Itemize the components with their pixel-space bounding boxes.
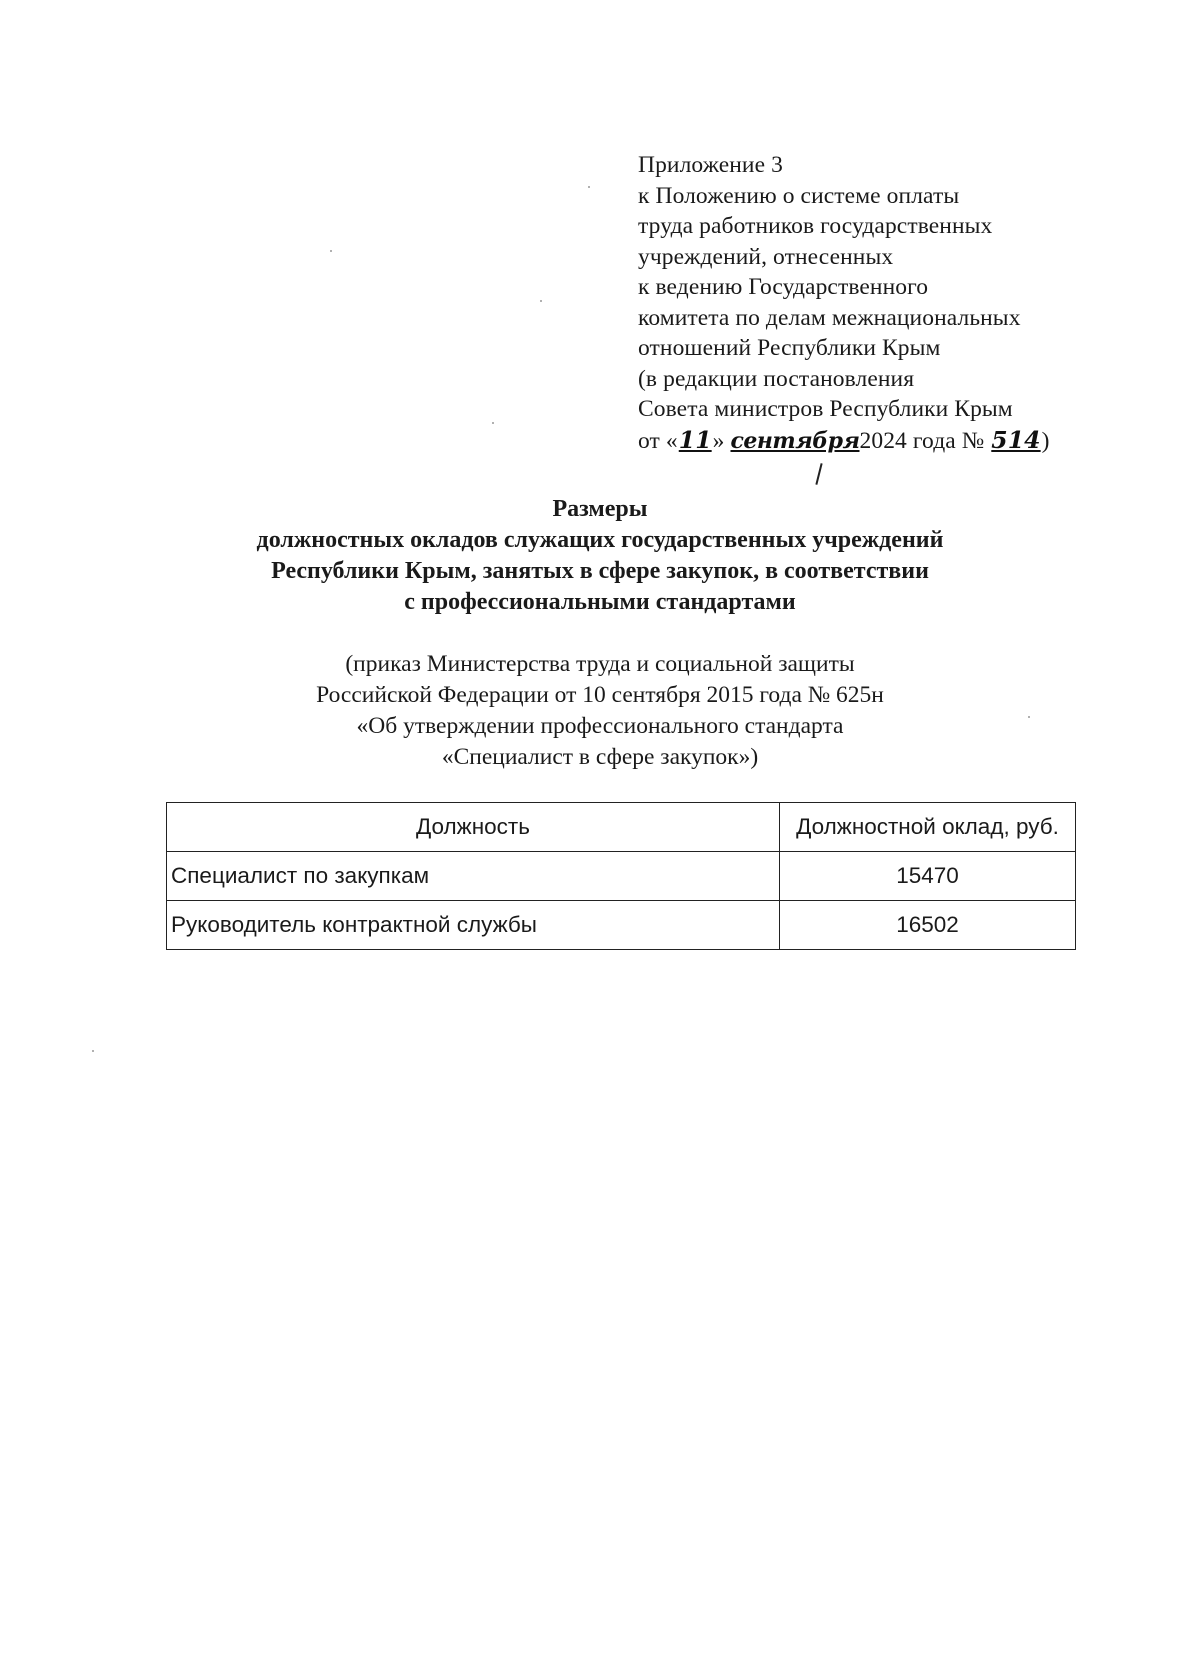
- scan-speck: [1028, 716, 1030, 718]
- appendix-line: учреждений, отнесенных: [638, 243, 894, 270]
- handwritten-day: 11: [678, 425, 712, 454]
- order-line: «Об утверждении профессионального стандарта: [356, 713, 844, 739]
- date-suffix: ): [1041, 427, 1050, 454]
- appendix-line: к Положению о системе оплаты: [638, 182, 960, 209]
- title-line: должностных окладов служащих государственных учреждений: [256, 527, 944, 553]
- header-salary: Должностной оклад, руб.: [780, 803, 1076, 852]
- date-prefix: от «: [638, 427, 678, 454]
- appendix-line: труда работников государственных: [638, 213, 993, 239]
- header-position: Должность: [167, 803, 780, 852]
- scan-speck: [92, 1050, 94, 1052]
- appendix-date-line: [638, 425, 1108, 457]
- appendix-line: (в редакции постановления: [638, 365, 915, 392]
- date-year: 2024 года №: [859, 427, 985, 454]
- order-reference: [0, 649, 1200, 773]
- table-row: [167, 852, 1076, 901]
- date-mid: »: [712, 427, 725, 454]
- scan-speck: [330, 250, 332, 252]
- cell-salary: 16502: [780, 901, 1076, 950]
- scan-speck: [588, 186, 590, 188]
- title-line: с профессиональными стандартами: [404, 589, 796, 615]
- title-main: Размеры: [552, 496, 648, 522]
- appendix-line: Приложение 3: [638, 152, 783, 178]
- appendix-line: Совета министров Республики Крым: [638, 396, 1013, 422]
- handwritten-stroke: [815, 463, 822, 485]
- order-line: «Специалист в сфере закупок»): [441, 744, 759, 770]
- scan-speck: [540, 300, 542, 302]
- handwritten-month: сентября: [730, 427, 860, 454]
- cell-position: Специалист по закупкам: [167, 852, 780, 901]
- table-header-row: [167, 803, 1076, 852]
- order-line: Российской Федерации от 10 сентября 2015 года № 625н: [316, 682, 884, 708]
- appendix-line: отношений Республики Крым: [638, 335, 941, 361]
- appendix-line: к ведению Государственного: [638, 274, 929, 300]
- title-line: Республики Крым, занятых в сфере закупок, в соответствии: [271, 558, 929, 584]
- cell-position: Руководитель контрактной службы: [167, 901, 780, 950]
- table-row: [167, 901, 1076, 950]
- handwritten-number: 514: [991, 425, 1041, 454]
- cell-salary: 15470: [780, 852, 1076, 901]
- salary-table: [166, 802, 1076, 950]
- document-title: [0, 494, 1200, 618]
- scan-speck: [492, 422, 494, 424]
- order-line: (приказ Министерства труда и социальной защиты: [345, 651, 855, 677]
- appendix-header: [638, 150, 1108, 456]
- appendix-line: комитета по делам межнациональных: [638, 304, 1021, 331]
